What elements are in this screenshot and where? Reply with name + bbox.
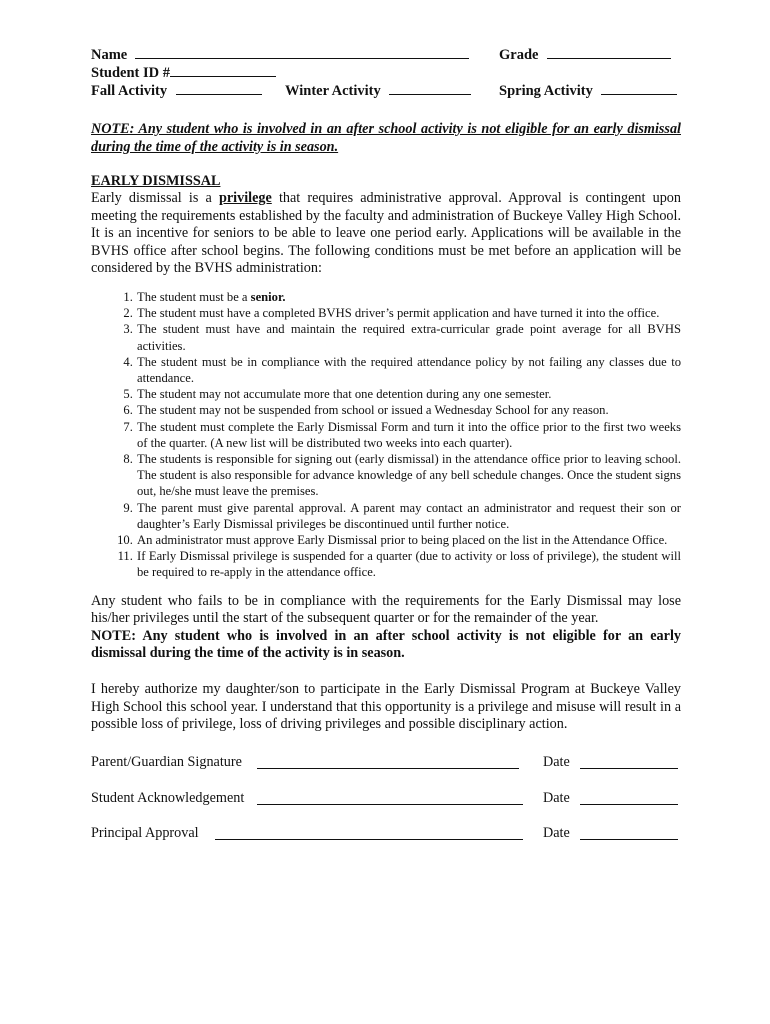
conditions-list [91, 289, 681, 581]
intro-text-after: that requires administrative approval. Approval is contingent upon meeting the requirements established by the faculty and administration of Buckeye Valley High School. It is an incentive for seniors to be able to leave one period early. Applications will be available in the BVHS office after school begins. The following conditions must be met before an application will be considered by the BVHS administration: [91, 190, 681, 277]
parent-signature-field[interactable] [257, 768, 519, 769]
condition-item: 8. The students is responsible for signing out (early dismissal) in the attendance office prior to leaving school. The student is also responsible for advance knowledge of any bell schedule changes. Once the student signs out, he/she must leave the premises. [136, 451, 681, 500]
student-signature-field[interactable] [257, 804, 523, 805]
student-id-label: Student ID # [91, 65, 170, 81]
condition-item: 3. The student must have and maintain the required extra-curricular grade point average for all BVHS activities. [136, 321, 681, 353]
parent-signature-row [91, 754, 681, 774]
condition-item [136, 289, 681, 305]
document-page [91, 44, 681, 845]
principal-date-label: Date [543, 824, 570, 841]
name-field[interactable] [135, 46, 469, 59]
student-id-field[interactable] [170, 64, 276, 77]
privilege-emphasis: privilege [218, 190, 272, 206]
student-info-header [91, 44, 681, 104]
section-title: EARLY DISMISSAL [91, 173, 221, 189]
condition-item: 5. The student may not accumulate more that one detention during any one semester. [136, 386, 681, 402]
note-top: NOTE: Any student who is involved in an after school activity is not eligible for an early dismissal during the time of the activity is in season. [91, 121, 681, 155]
grade-row [499, 46, 671, 64]
principal-approval-label: Principal Approval [91, 824, 199, 841]
condition-item: 9. The parent must give parental approval. A parent may contact an administrator and request their son or daughter’s Early Dismissal privileges be discontinued until further notice. [136, 500, 681, 532]
principal-approval-row [91, 825, 681, 845]
winter-activity-field[interactable] [389, 82, 471, 95]
name-label: Name [91, 47, 128, 63]
student-signature-label: Student Acknowledgement [91, 789, 245, 806]
principal-date-field[interactable] [580, 839, 678, 840]
principal-approval-field[interactable] [215, 839, 523, 840]
condition-item: 11. If Early Dismissal privilege is suspended for a quarter (due to activity or loss of privilege), the student will be required to re-apply in the attendance office. [136, 548, 681, 580]
parent-date-field[interactable] [580, 768, 678, 769]
name-row [91, 46, 469, 64]
fall-activity-label: Fall Activity [91, 83, 168, 99]
student-date-field[interactable] [580, 804, 678, 805]
compliance-paragraph: Any student who fails to be in compliance with the requirements for the Early Dismissal may lose his/her privileges until the start of the subsequent quarter or for the remainder of the year. [91, 592, 681, 627]
grade-field[interactable] [547, 46, 671, 59]
winter-activity-label: Winter Activity [285, 83, 381, 99]
parent-signature-label: Parent/Guardian Signature [91, 753, 242, 770]
condition-item: 10. An administrator must approve Early Dismissal prior to being placed on the list in the Attendance Office. [136, 532, 681, 548]
intro-paragraph [91, 190, 681, 278]
note-bottom: NOTE: Any student who is involved in an after school activity is not eligible for an early dismissal during the time of the activity is in season. [91, 627, 681, 662]
condition-item: 7. The student must complete the Early Dismissal Form and turn it into the office prior to the first two weeks of the quarter. (A new list will be distributed two weeks into each quarter). [136, 419, 681, 451]
authorization-paragraph: I hereby authorize my daughter/son to participate in the Early Dismissal Program at Buckeye Valley High School this school year. I understand that this opportunity is a privilege and misuse will result in a possible loss of privilege, loss of driving privileges and possible disciplinary action. [91, 681, 681, 733]
student-date-label: Date [543, 789, 570, 806]
spring-activity-row [499, 82, 677, 100]
spring-activity-field[interactable] [601, 82, 677, 95]
grade-label: Grade [499, 47, 539, 63]
condition-item: 2. The student must have a completed BVHS driver’s permit application and have turned it into the office. [136, 305, 681, 321]
condition-item: 6. The student may not be suspended from school or issued a Wednesday School for any reason. [136, 402, 681, 418]
parent-date-label: Date [543, 753, 570, 770]
student-id-row [91, 64, 276, 82]
student-signature-row [91, 790, 681, 810]
intro-text-before: Early dismissal is a [91, 190, 219, 206]
condition-1-bold: senior. [250, 289, 286, 304]
fall-activity-row [91, 82, 262, 100]
fall-activity-field[interactable] [176, 82, 262, 95]
spring-activity-label: Spring Activity [499, 83, 593, 99]
winter-activity-row [285, 82, 471, 100]
condition-1-text: The student must be a [137, 289, 251, 304]
condition-item: 4. The student must be in compliance with the required attendance policy by not failing any classes due to attendance. [136, 354, 681, 386]
